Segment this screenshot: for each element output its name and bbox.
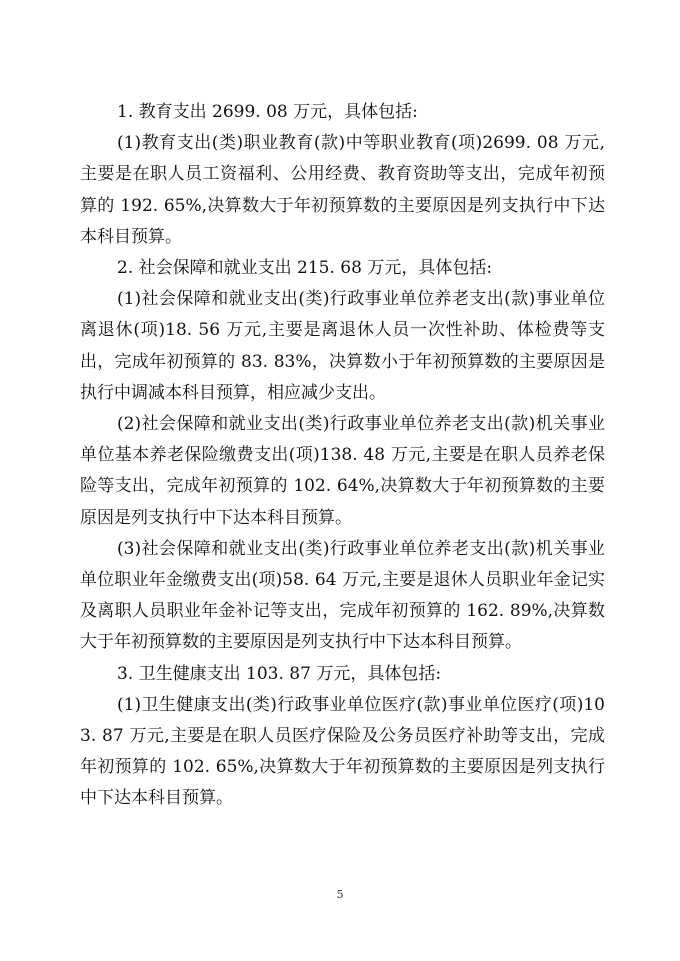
paragraph-education-heading: 1. 教育支出 2699. 08 万元，具体包括: bbox=[117, 102, 418, 122]
paragraph-education-vocational: (1)教育支出(类)职业教育(款)中等职业教育(项)2699. 08 万元,主要是在职人员工资福利、公用经费、教育资助等支出，完成年初预算的 192. 65%,决算数大于年初预算数的主要原因是列支执行中下达本科目预算。 bbox=[80, 133, 605, 247]
paragraph-health-heading: 3. 卫生健康支出 103. 87 万元，具体包括: bbox=[117, 663, 442, 684]
paragraph-retirement: (1)社会保障和就业支出(类)行政事业单位养老支出(款)事业单位离退休(项)18. 56 万元,主要是离退休人员一次性补助、体检费等支出，完成年初预算的 83. 83%，决算数小于年初预算数的主要原因是执行中调减本科目预算，相应减少支出。 bbox=[80, 289, 605, 403]
paragraph-occupational-annuity: (3)社会保障和就业支出(类)行政事业单位养老支出(款)机关事业单位职业年金缴费支出(项)58. 64 万元,主要是退休人员职业年金记实及离职人员职业年金补记等支出，完成年初预算的 162. 89%,决算数大于年初预算数的主要原因是列支执行中下达本科目预算。 bbox=[80, 538, 605, 653]
document-body bbox=[80, 97, 605, 815]
paragraph-social-security-heading: 2. 社会保障和就业支出 215. 68 万元，具体包括: bbox=[117, 258, 493, 279]
page-number: 5 bbox=[336, 888, 344, 901]
paragraph-health-medical: (1)卫生健康支出(类)行政事业单位医疗(款)事业单位医疗(项)103. 87 万元,主要是在职人员医疗保险及公务员医疗补助等支出，完成年初预算的 102. 65%,决算数大于年初预算数的主要原因是列支执行中下达本科目预算。 bbox=[80, 694, 605, 809]
paragraph-basic-pension: (2)社会保障和就业支出(类)行政事业单位养老支出(款)机关事业单位基本养老保险缴费支出(项)138. 48 万元,主要是在职人员养老保险等支出，完成年初预算的 102. 64%,决算数大于年初预算数的主要原因是列支执行中下达本科目预算。 bbox=[80, 414, 605, 528]
